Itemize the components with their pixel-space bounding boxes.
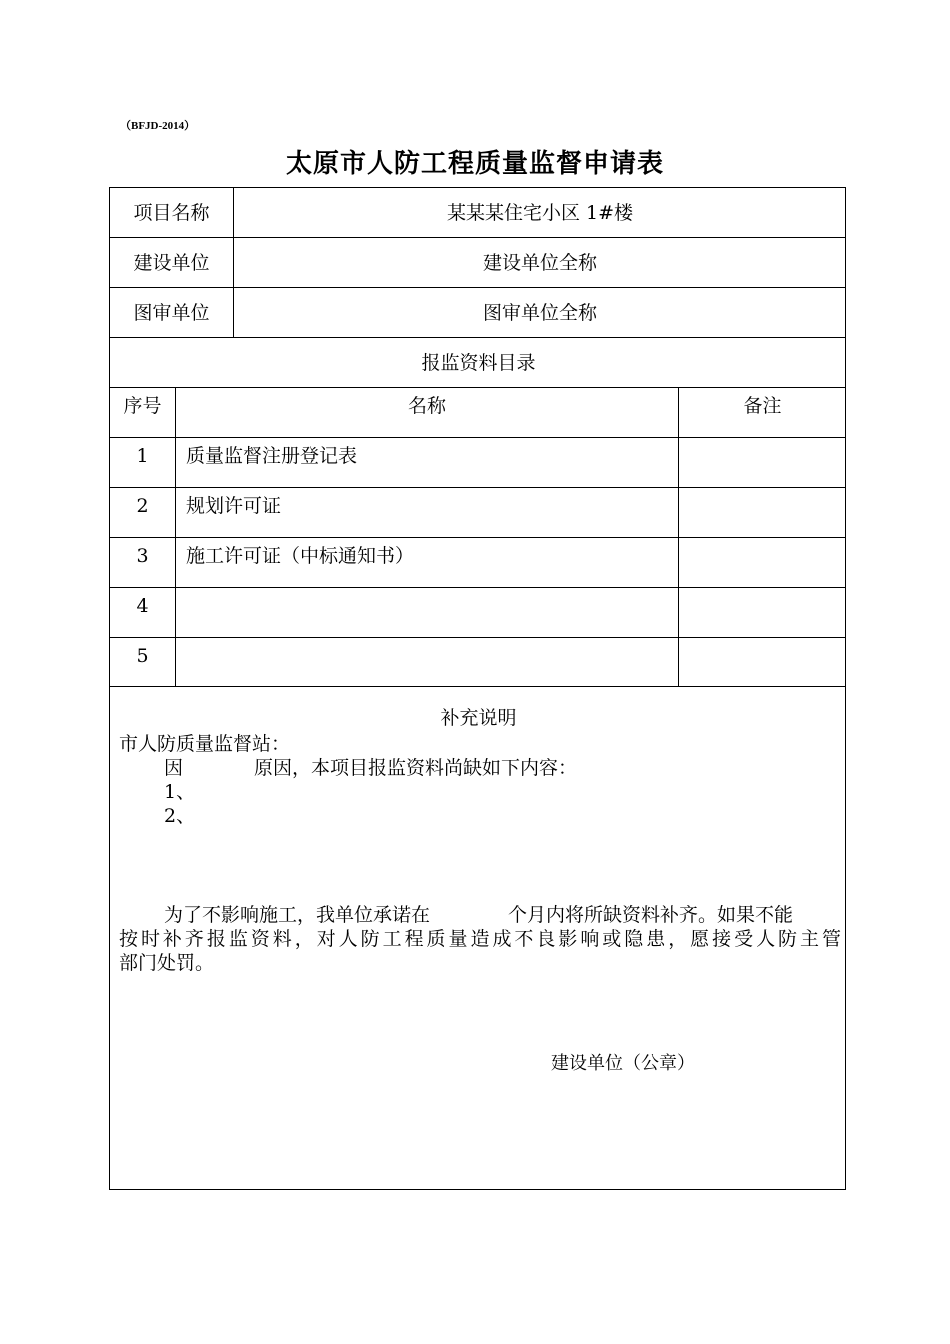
row-divider <box>110 387 845 388</box>
reason-prefix: 因 <box>164 757 184 779</box>
column-divider <box>175 387 176 686</box>
table-row-index: 4 <box>136 595 149 617</box>
promise-line-2: 按时补齐报监资料，对人防工程质量造成不良影响或隐患，愿接受人防主管 <box>119 928 841 950</box>
row-divider <box>110 686 845 687</box>
column-divider <box>678 387 679 686</box>
table-row-index: 2 <box>136 495 149 517</box>
table-row-name: 施工许可证（中标通知书） <box>186 545 415 567</box>
page-title: 太原市人防工程质量监督申请表 <box>285 149 664 179</box>
row-divider <box>110 587 845 588</box>
review-unit-label: 图审单位 <box>133 302 210 324</box>
seal-label: 建设单位（公章） <box>551 1053 695 1074</box>
project-name-value: 某某某住宅小区 1#楼 <box>446 202 634 224</box>
construction-unit-value: 建设单位全称 <box>482 252 597 274</box>
table-row-index: 3 <box>136 545 149 567</box>
row-divider <box>110 487 845 488</box>
table-row-index: 5 <box>136 645 149 667</box>
header-name: 名称 <box>407 395 446 417</box>
row-divider <box>110 337 845 338</box>
row-divider <box>110 637 845 638</box>
promise-line-1a: 为了不影响施工，我单位承诺在 <box>164 904 431 926</box>
header-index: 序号 <box>123 395 162 417</box>
header-remark: 备注 <box>743 395 782 417</box>
catalog-title: 报监资料目录 <box>421 352 536 374</box>
missing-item-2: 2、 <box>164 805 196 827</box>
table-row-name: 规划许可证 <box>186 495 282 517</box>
supplement-title: 补充说明 <box>440 707 517 729</box>
application-form-table <box>109 187 846 1190</box>
review-unit-value: 图审单位全称 <box>482 302 597 324</box>
missing-item-1: 1、 <box>164 781 196 803</box>
row-divider <box>110 287 845 288</box>
row-divider <box>110 437 845 438</box>
form-code: （BFJD-2014） <box>120 120 196 132</box>
promise-line-3: 部门处罚。 <box>119 952 215 974</box>
row-divider <box>110 237 845 238</box>
table-row-index: 1 <box>136 445 149 467</box>
table-row-name: 质量监督注册登记表 <box>186 445 358 467</box>
construction-unit-label: 建设单位 <box>133 252 210 274</box>
row-divider <box>110 537 845 538</box>
supplement-recipient: 市人防质量监督站： <box>119 733 291 755</box>
promise-line-1b: 个月内将所缺资料补齐。如果不能 <box>508 904 794 926</box>
reason-suffix: 原因，本项目报监资料尚缺如下内容： <box>254 757 578 779</box>
project-name-label: 项目名称 <box>133 202 210 224</box>
